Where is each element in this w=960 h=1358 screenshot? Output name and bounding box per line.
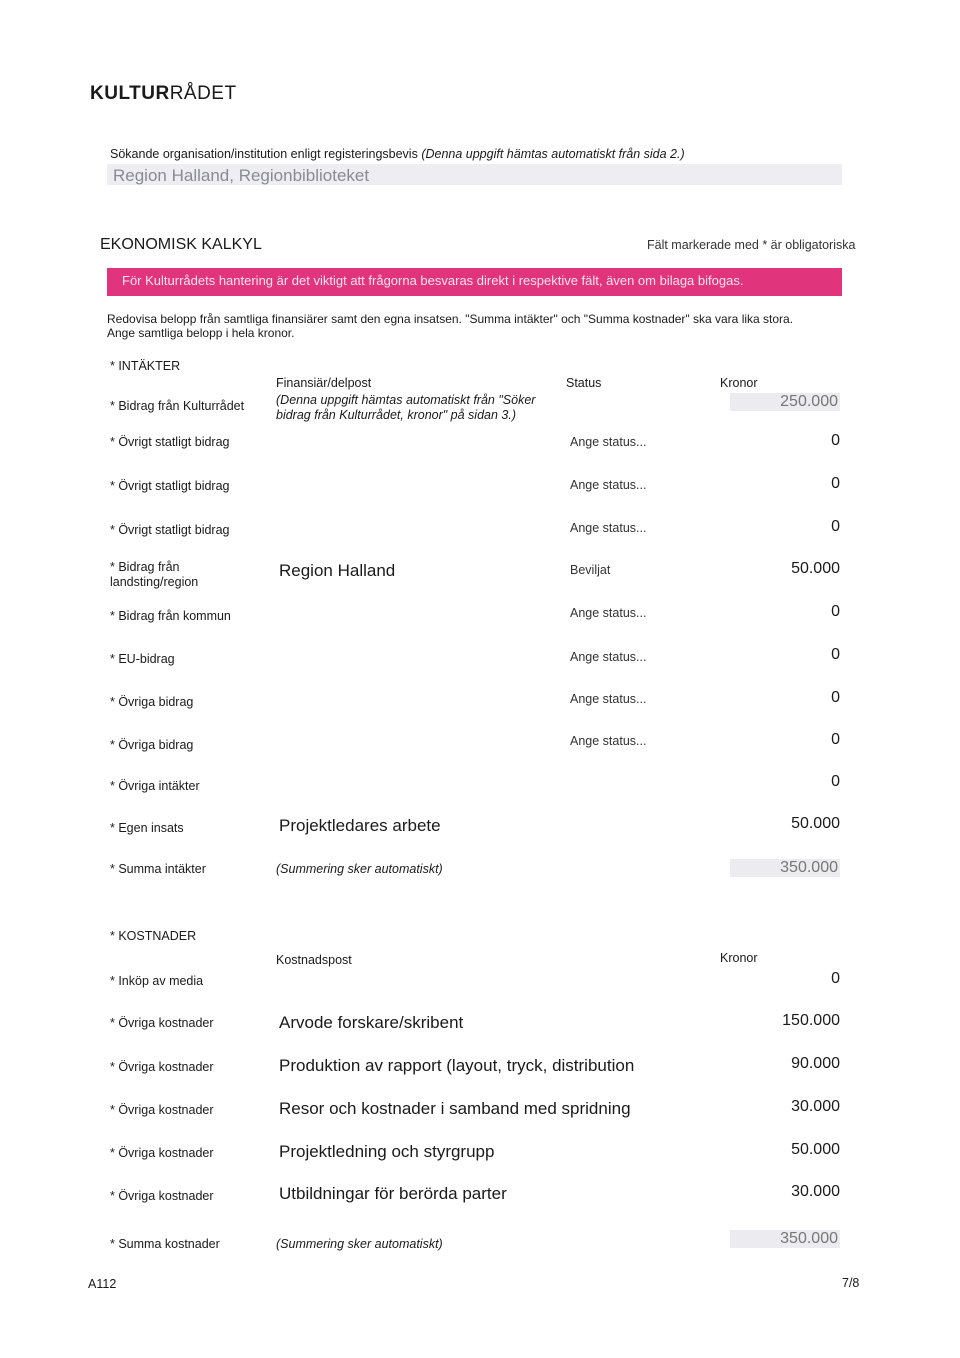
cost-amount-field[interactable]: 150.000 xyxy=(782,1012,840,1029)
applicant-value: Region Halland, Regionbiblioteket xyxy=(113,166,370,185)
income-row-label: * Övriga bidrag xyxy=(110,738,194,752)
income-row-label: * Bidrag från kommun xyxy=(110,609,231,623)
income-amount-field[interactable]: 0 xyxy=(831,689,840,706)
applicant-label: Sökande organisation/institution enligt registeringsbevis (Denna uppgift hämtas automatiskt från sida 2.) xyxy=(110,147,685,161)
cost-amount-field[interactable]: 30.000 xyxy=(791,1098,840,1115)
income-row-label: * Övrigt statligt bidrag xyxy=(110,479,230,493)
cost-amount-field[interactable]: 90.000 xyxy=(791,1055,840,1072)
cost-desc-field[interactable]: Produktion av rapport (layout, tryck, distribution xyxy=(279,1056,635,1075)
income-amount-field[interactable]: 0 xyxy=(831,773,840,790)
income-row-label: landsting/region xyxy=(110,575,199,589)
income-row-label: * Övriga bidrag xyxy=(110,695,194,709)
cost-row-label: * Övriga kostnader xyxy=(110,1016,214,1030)
income-sum-label: * Summa intäkter xyxy=(110,862,206,876)
income-col-financier: Finansiär/delpost xyxy=(276,376,372,390)
income-row-label: * Bidrag från Kulturrådet xyxy=(110,399,245,413)
income-col-status: Status xyxy=(566,376,602,390)
instruction-line-1: Redovisa belopp från samtliga finansiärer samt den egna insatsen. "Summa intäkter" och "Summa kostnader" ska vara lika stora. xyxy=(107,312,794,326)
instruction-line-2: Ange samtliga belopp i hela kronor. xyxy=(107,326,295,340)
costs-col-amount: Kronor xyxy=(720,951,758,965)
cost-desc-field[interactable]: Resor och kostnader i samband med spridning xyxy=(279,1099,631,1118)
status-select[interactable]: Ange status... xyxy=(570,692,647,706)
income-sum-amount: 350.000 xyxy=(730,859,840,877)
kulturradet-logo: KULTURRÅDET xyxy=(90,83,237,104)
income-row-label: * Övrigt statligt bidrag xyxy=(110,435,230,449)
cost-desc-field[interactable]: Projektledning och styrgrupp xyxy=(279,1142,495,1161)
income-row-label: * Egen insats xyxy=(110,821,184,835)
income-amount-field[interactable]: 0 xyxy=(831,646,840,663)
status-select[interactable]: Ange status... xyxy=(570,734,647,748)
cost-amount-field[interactable]: 30.000 xyxy=(791,1183,840,1200)
cost-sum-amount: 350.000 xyxy=(730,1230,840,1248)
costs-title: * KOSTNADER xyxy=(110,929,197,943)
cost-row-label: * Övriga kostnader xyxy=(110,1146,214,1160)
section-title: EKONOMISK KALKYL xyxy=(100,236,262,253)
form-code: A112 xyxy=(88,1277,117,1291)
income-amount-field[interactable]: 50.000 xyxy=(791,560,840,577)
income-row-desc: (Denna uppgift hämtas automatiskt från "Söker xyxy=(276,393,536,407)
status-select[interactable]: Ange status... xyxy=(570,650,647,664)
income-title: * INTÄKTER xyxy=(110,359,181,373)
income-col-amount: Kronor xyxy=(720,376,758,390)
status-select[interactable]: Ange status... xyxy=(570,521,647,535)
info-banner-text: För Kulturrådets hantering är det viktigt att frågorna besvaras direkt i respektive fält, även om bilaga bifogas. xyxy=(122,273,744,288)
income-sum-note: (Summering sker automatiskt) xyxy=(276,862,443,876)
cost-row-label: * Övriga kostnader xyxy=(110,1060,214,1074)
income-amount-field[interactable]: 250.000 xyxy=(730,393,840,411)
cost-desc-field[interactable]: Utbildningar för berörda parter xyxy=(279,1184,507,1203)
income-row-desc-field[interactable]: Region Halland xyxy=(279,561,396,580)
income-amount-field[interactable]: 50.000 xyxy=(791,815,840,832)
income-amount-field[interactable]: 0 xyxy=(831,603,840,620)
status-select[interactable]: Ange status... xyxy=(570,606,647,620)
cost-row-label: * Inköp av media xyxy=(110,974,204,988)
income-row-label: * Övrigt statligt bidrag xyxy=(110,523,230,537)
cost-sum-label: * Summa kostnader xyxy=(110,1237,220,1251)
cost-desc-field[interactable]: Arvode forskare/skribent xyxy=(279,1013,464,1032)
income-amount-field[interactable]: 0 xyxy=(831,731,840,748)
status-select[interactable]: Ange status... xyxy=(570,478,647,492)
page-number: 7/8 xyxy=(842,1276,860,1290)
cost-amount-field[interactable]: 50.000 xyxy=(791,1141,840,1158)
status-select[interactable]: Ange status... xyxy=(570,435,647,449)
cost-sum-note: (Summering sker automatiskt) xyxy=(276,1237,443,1251)
income-row-label: * Bidrag från xyxy=(110,560,180,574)
costs-col-item: Kostnadspost xyxy=(276,953,352,967)
income-amount-field[interactable]: 0 xyxy=(831,475,840,492)
cost-row-label: * Övriga kostnader xyxy=(110,1189,214,1203)
income-row-label: * EU-bidrag xyxy=(110,652,175,666)
income-row-desc-field[interactable]: Projektledares arbete xyxy=(279,816,441,835)
required-note: Fält markerade med * är obligatoriska xyxy=(647,238,856,252)
cost-row-label: * Övriga kostnader xyxy=(110,1103,214,1117)
cost-amount-field[interactable]: 0 xyxy=(831,970,840,987)
income-amount-field[interactable]: 0 xyxy=(831,518,840,535)
income-row-desc: bidrag från Kulturrådet, kronor" på sidan 3.) xyxy=(276,408,516,422)
status-select[interactable]: Beviljat xyxy=(570,563,611,577)
income-amount-field[interactable]: 0 xyxy=(831,432,840,449)
income-row-label: * Övriga intäkter xyxy=(110,779,200,793)
